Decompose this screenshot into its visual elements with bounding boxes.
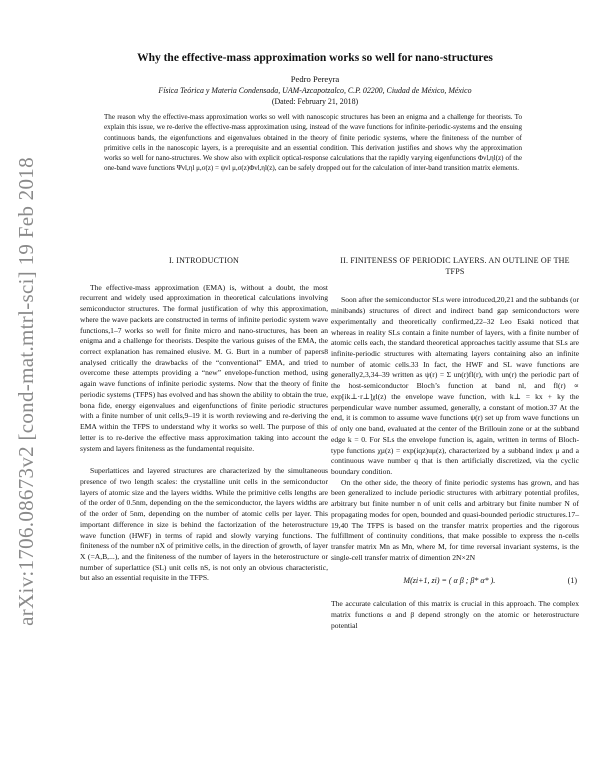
equation-number: (1)	[567, 576, 577, 586]
arxiv-identifier: arXiv:1706.08673v2 [cond-mat.mtrl-sci] 19 Feb 2018	[13, 156, 38, 626]
date-line: (Dated: February 21, 2018)	[271, 97, 359, 106]
section-heading-introduction: I. INTRODUCTION	[168, 256, 240, 265]
section-paragraph: On the other side, the theory of finite periodic systems has grown, and has been generalized to include periodic structures with arbitrary potential profiles, arbitrary but finite number n of unit cells and arbitrary but finite number N of propagating modes for open, bounded and quasi-bounded periodic structures.17–19,40 The TFPS is based on the transfer matrix properties and the rigorous fulfillment of continuity conditions, that make possible to express the n-cells transfer matrix Mn as Mn, where M, for time reversal invariant systems, is the single-cell transfer matrix of dimention 2N×2N	[331, 477, 579, 562]
equation-body: M(zi+1, zi) = ( α β ; β* α* ).	[403, 576, 496, 586]
abstract: The reason why the effective-mass approximation works so well with nanoscopic structures has been an enigma and a challenge for theorists. To explain this issue, we re-derive the effective-mass approximation using, instead of the wave functions for infinite-periodic-systems and the ensuing continuous bands, the eigenfunctions and eigenvalues obtained in the theory of finite periodic systems, where the finiteness of the number of primitive cells in the nanoscopic layers, is a prerequisite and an essential condition. This derivation justifies and shows why the approximation works so well for nano-structures. We show also with explicit optical-response calculations that the rapidly varying eigenfunctions Φνl,ηl(z) of the one-band wave functions Ψνl,ηl μ,σ(z) = ψνl μ,σ(z)Φνl,ηl(z), can be safely dropped out for the calculation of inter-band transition matrix elements.	[104, 113, 522, 173]
section-paragraph: Soon after the semiconductor SLs were introduced,20,21 and the subbands (or minibands) structures of direct and indirect band gap semiconductors were experimentally and theoretically confirmed,22–32 Leo Esaki noticed that whereas in reality SLs contain a finite number of layers, with a finite number of atomic cells each, the standard theoretical approaches tacitly assume that SLs are infinite-periodic structures with alternating layers containing also an infinite number of atomic cells.33 In fact, the HWF and SL wave functions are generally2,3,34–39 written as ψ(r) = Σ un(r)fl(r), with un(r) the periodic part of the host-semiconductor Bloch’s function at band nl, and fl(r) ∝ exp[ik⊥·r⊥]χl(z) the envelope wave function, with k⊥ = kx + ky the perpendicular wave number assumed, generally, a constant of motion.37 At the end, it is common to assume wave functions ψ(r) set up from wave functions un of only one band, evaluated at the center of the Brillouin zone or at the subband edge k = 0. For SLs the envelope function is, again, written in terms of Bloch-type functions χμ(z) = exp(iqz)uμ(z), characterized by a subband index μ and a continuous wave number q that is then artificially discretized, via the cyclic boundary condition.	[331, 295, 579, 476]
arxiv-stamp	[4, 156, 48, 626]
left-column	[80, 256, 328, 584]
section-paragraph: The accurate calculation of this matrix is crucial in this approach. The complex matrix functions α and β depend strongly on the atomic or heterostructure potential	[331, 599, 579, 630]
author-affiliation: Física Teórica y Materia Condensada, UAM-Azcapotzalco, C.P. 02200, Ciudad de México, México	[158, 86, 472, 95]
intro-paragraph: The effective-mass approximation (EMA) is, without a doubt, the most recurrent and widely used approximation in theoretical calculations involving semiconductor structures. The formal justification of why this approximation, where the wave packets are constructed in terms of infinite periodic system wave functions,1–7 works so well for finite micro and nano-structures, has been an enigma and a challenge for theorists. Despite the various guises of the EMA, the correct explanation has remained elusive. M. G. Burt in a number of papers8 analysed critically the drawbacks of the “conventional” EMA, and tried to overcome these attempts providing a “new” envelope-function method, using again wave functions of infinite periodic systems. Now that the theory of finite periodic systems (TFPS) has evolved and has shown the ability to obtain the true, bona fide, energy eigenvalues and eigenfunctions of finite periodic structures with a finite number of unit cells,9–19 it is worth reviewing and re-deriving the EMA within the TFPS to understand why it works so well. The purpose of this letter is to re-derive the effective mass approximation taking into account the system and layers finiteness as the fundamental requisite.	[80, 282, 328, 453]
paper-title: Why the effective-mass approximation works so well for nano-structures	[137, 52, 493, 64]
intro-paragraph: Superlattices and layered structures are characterized by the simultaneous presence of two length scales: the crystalline unit cells in the semiconductor layers of atomic size and the layers widths. While the primitive cells lengths are of the order of 0.5nm, depending on the the semiconductor, the layers widths are of the order of 5nm, depending on the number of atomic cells per layer. This important difference in size is behind the factorization of the heterostructure wave function (HWF) in terms of rapid and slowly varying functions. The finiteness of the number nX of primitive cells, in the direction of growth, of layer X (=A,B,...), and the finiteness of the number of layers in the heterostructure or number of superlattice (SL) unit cells nS, is not only an obvious characteristic, but also an essential requisite in the TFPS.	[80, 466, 328, 583]
equation-1	[331, 565, 579, 597]
right-column	[331, 256, 579, 632]
author-name: Pedro Pereyra	[290, 74, 340, 84]
section-heading-finiteness: II. FINITENESS OF PERIODIC LAYERS. AN OUTLINE OF THE TFPS	[340, 256, 570, 276]
